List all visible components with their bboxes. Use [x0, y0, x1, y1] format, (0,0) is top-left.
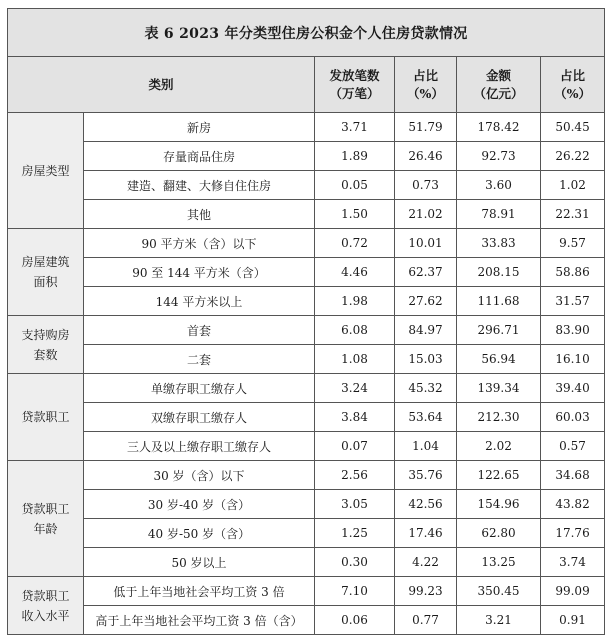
- caption-row: [8, 9, 605, 57]
- header-count-share-line1: 占比: [412, 67, 438, 83]
- row-label: 二套: [84, 345, 315, 374]
- row-label: 首套: [84, 316, 315, 345]
- group-label-line: 年龄: [33, 521, 58, 536]
- table-row: [8, 519, 605, 548]
- row-label: 144 平方米以上: [84, 287, 315, 316]
- row-label: 新房: [84, 113, 315, 142]
- cell-amount-share: 99.09: [541, 577, 605, 606]
- cell-amount-share: 60.03: [541, 403, 605, 432]
- cell-count: 0.05: [315, 171, 395, 200]
- table-row: [8, 548, 605, 577]
- header-count-share-line2: （%）: [407, 85, 444, 101]
- cell-count-share: 15.03: [395, 345, 457, 374]
- table-row: [8, 345, 605, 374]
- cell-amount: 92.73: [457, 142, 541, 171]
- cell-amount: 212.30: [457, 403, 541, 432]
- row-label: 90 至 144 平方米（含）: [84, 258, 315, 287]
- cell-count: 6.08: [315, 316, 395, 345]
- cell-count: 0.72: [315, 229, 395, 258]
- cell-amount-share: 17.76: [541, 519, 605, 548]
- row-label: 40 岁-50 岁（含）: [84, 519, 315, 548]
- cell-count: 2.56: [315, 461, 395, 490]
- header-row: [8, 57, 605, 113]
- header-count-share: [395, 57, 457, 113]
- cell-count: 3.71: [315, 113, 395, 142]
- group-label-line: 贷款职工: [21, 410, 70, 424]
- cell-count: 1.08: [315, 345, 395, 374]
- cell-amount: 13.25: [457, 548, 541, 577]
- housing-loan-table: [7, 8, 605, 635]
- table-row: [8, 229, 605, 258]
- group-label-line: 房屋建筑: [21, 255, 70, 269]
- cell-amount-share: 43.82: [541, 490, 605, 519]
- cell-amount-share: 0.57: [541, 432, 605, 461]
- cell-amount-share: 1.02: [541, 171, 605, 200]
- table-row: [8, 403, 605, 432]
- cell-amount: 33.83: [457, 229, 541, 258]
- cell-count-share: 53.64: [395, 403, 457, 432]
- cell-amount-share: 9.57: [541, 229, 605, 258]
- group-label-line: 支持购房: [21, 327, 70, 342]
- cell-amount-share: 31.57: [541, 287, 605, 316]
- header-count-line1: 发放笔数: [329, 67, 380, 83]
- row-label: 30 岁（含）以下: [84, 461, 315, 490]
- header-count: [315, 57, 395, 113]
- cell-amount: 2.02: [457, 432, 541, 461]
- row-label: 双缴存职工缴存人: [84, 403, 315, 432]
- cell-count-share: 45.32: [395, 374, 457, 403]
- header-amount-share-line1: 占比: [560, 67, 586, 83]
- header-amount-share: [541, 57, 605, 113]
- table-container: [7, 8, 604, 628]
- table-row: [8, 200, 605, 229]
- cell-count-share: 51.79: [395, 113, 457, 142]
- table-row: [8, 490, 605, 519]
- group-label: [8, 229, 84, 316]
- cell-count-share: 99.23: [395, 577, 457, 606]
- row-label: 建造、翻建、大修自住住房: [84, 171, 315, 200]
- cell-amount-share: 16.10: [541, 345, 605, 374]
- row-label: 90 平方米（含）以下: [84, 229, 315, 258]
- row-label: 三人及以上缴存职工缴存人: [84, 432, 315, 461]
- header-category: 类别: [8, 57, 315, 113]
- group-label-line: 房屋类型: [21, 163, 70, 178]
- cell-count-share: 21.02: [395, 200, 457, 229]
- table-row: [8, 432, 605, 461]
- cell-amount: 208.15: [457, 258, 541, 287]
- cell-amount: 154.96: [457, 490, 541, 519]
- cell-amount-share: 0.91: [541, 606, 605, 635]
- cell-amount-share: 26.22: [541, 142, 605, 171]
- cell-count: 1.98: [315, 287, 395, 316]
- cell-count-share: 35.76: [395, 461, 457, 490]
- cell-amount-share: 39.40: [541, 374, 605, 403]
- cell-count: 4.46: [315, 258, 395, 287]
- table-row: [8, 316, 605, 345]
- cell-count-share: 62.37: [395, 258, 457, 287]
- cell-amount-share: 50.45: [541, 113, 605, 142]
- cell-count: 3.84: [315, 403, 395, 432]
- cell-amount-share: 22.31: [541, 200, 605, 229]
- row-label: 单缴存职工缴存人: [84, 374, 315, 403]
- cell-count: 1.25: [315, 519, 395, 548]
- row-label: 低于上年当地社会平均工资 3 倍: [84, 577, 315, 606]
- cell-count-share: 26.46: [395, 142, 457, 171]
- group-label-line: 套数: [33, 347, 58, 362]
- cell-count-share: 10.01: [395, 229, 457, 258]
- row-label: 其他: [84, 200, 315, 229]
- group-label-line: 贷款职工: [21, 588, 70, 603]
- header-amount: [457, 57, 541, 113]
- row-label: 50 岁以上: [84, 548, 315, 577]
- cell-amount: 3.60: [457, 171, 541, 200]
- cell-count: 7.10: [315, 577, 395, 606]
- group-label-line: 贷款职工: [21, 501, 70, 516]
- cell-count: 1.50: [315, 200, 395, 229]
- cell-amount-share: 58.86: [541, 258, 605, 287]
- table-row: [8, 258, 605, 287]
- cell-amount-share: 34.68: [541, 461, 605, 490]
- cell-amount: 296.71: [457, 316, 541, 345]
- table-row: [8, 171, 605, 200]
- header-amount-share-line2: （%）: [554, 85, 591, 101]
- cell-amount: 78.91: [457, 200, 541, 229]
- group-label: [8, 577, 84, 635]
- group-label: [8, 374, 84, 461]
- table-row: [8, 287, 605, 316]
- group-label: [8, 461, 84, 577]
- cell-count-share: 27.62: [395, 287, 457, 316]
- table-row: [8, 142, 605, 171]
- cell-amount: 139.34: [457, 374, 541, 403]
- cell-amount: 62.80: [457, 519, 541, 548]
- cell-amount: 111.68: [457, 287, 541, 316]
- group-label: [8, 113, 84, 229]
- header-amount-line2: （亿元）: [473, 85, 524, 101]
- cell-count: 3.05: [315, 490, 395, 519]
- table-body: [8, 9, 605, 635]
- row-label: 30 岁-40 岁（含）: [84, 490, 315, 519]
- table-title: 表 6 2023 年分类型住房公积金个人住房贷款情况: [8, 9, 605, 57]
- table-row: [8, 461, 605, 490]
- header-amount-line1: 金额: [485, 67, 511, 83]
- group-label-line: 收入水平: [21, 608, 70, 623]
- cell-count-share: 0.77: [395, 606, 457, 635]
- cell-count: 1.89: [315, 142, 395, 171]
- row-label: 高于上年当地社会平均工资 3 倍（含）: [84, 606, 315, 635]
- table-row: [8, 113, 605, 142]
- table-row: [8, 577, 605, 606]
- group-label-line: 面积: [33, 275, 58, 289]
- cell-amount: 178.42: [457, 113, 541, 142]
- cell-amount: 122.65: [457, 461, 541, 490]
- cell-count: 0.30: [315, 548, 395, 577]
- cell-amount-share: 3.74: [541, 548, 605, 577]
- header-count-line2: （万笔）: [329, 85, 380, 101]
- cell-amount: 350.45: [457, 577, 541, 606]
- cell-count-share: 0.73: [395, 171, 457, 200]
- cell-count: 0.07: [315, 432, 395, 461]
- cell-count-share: 1.04: [395, 432, 457, 461]
- group-label: [8, 316, 84, 374]
- cell-amount: 56.94: [457, 345, 541, 374]
- cell-count-share: 84.97: [395, 316, 457, 345]
- cell-count-share: 4.22: [395, 548, 457, 577]
- cell-amount-share: 83.90: [541, 316, 605, 345]
- cell-count: 0.06: [315, 606, 395, 635]
- cell-count-share: 17.46: [395, 519, 457, 548]
- cell-count-share: 42.56: [395, 490, 457, 519]
- cell-amount: 3.21: [457, 606, 541, 635]
- row-label: 存量商品住房: [84, 142, 315, 171]
- table-row: [8, 374, 605, 403]
- cell-count: 3.24: [315, 374, 395, 403]
